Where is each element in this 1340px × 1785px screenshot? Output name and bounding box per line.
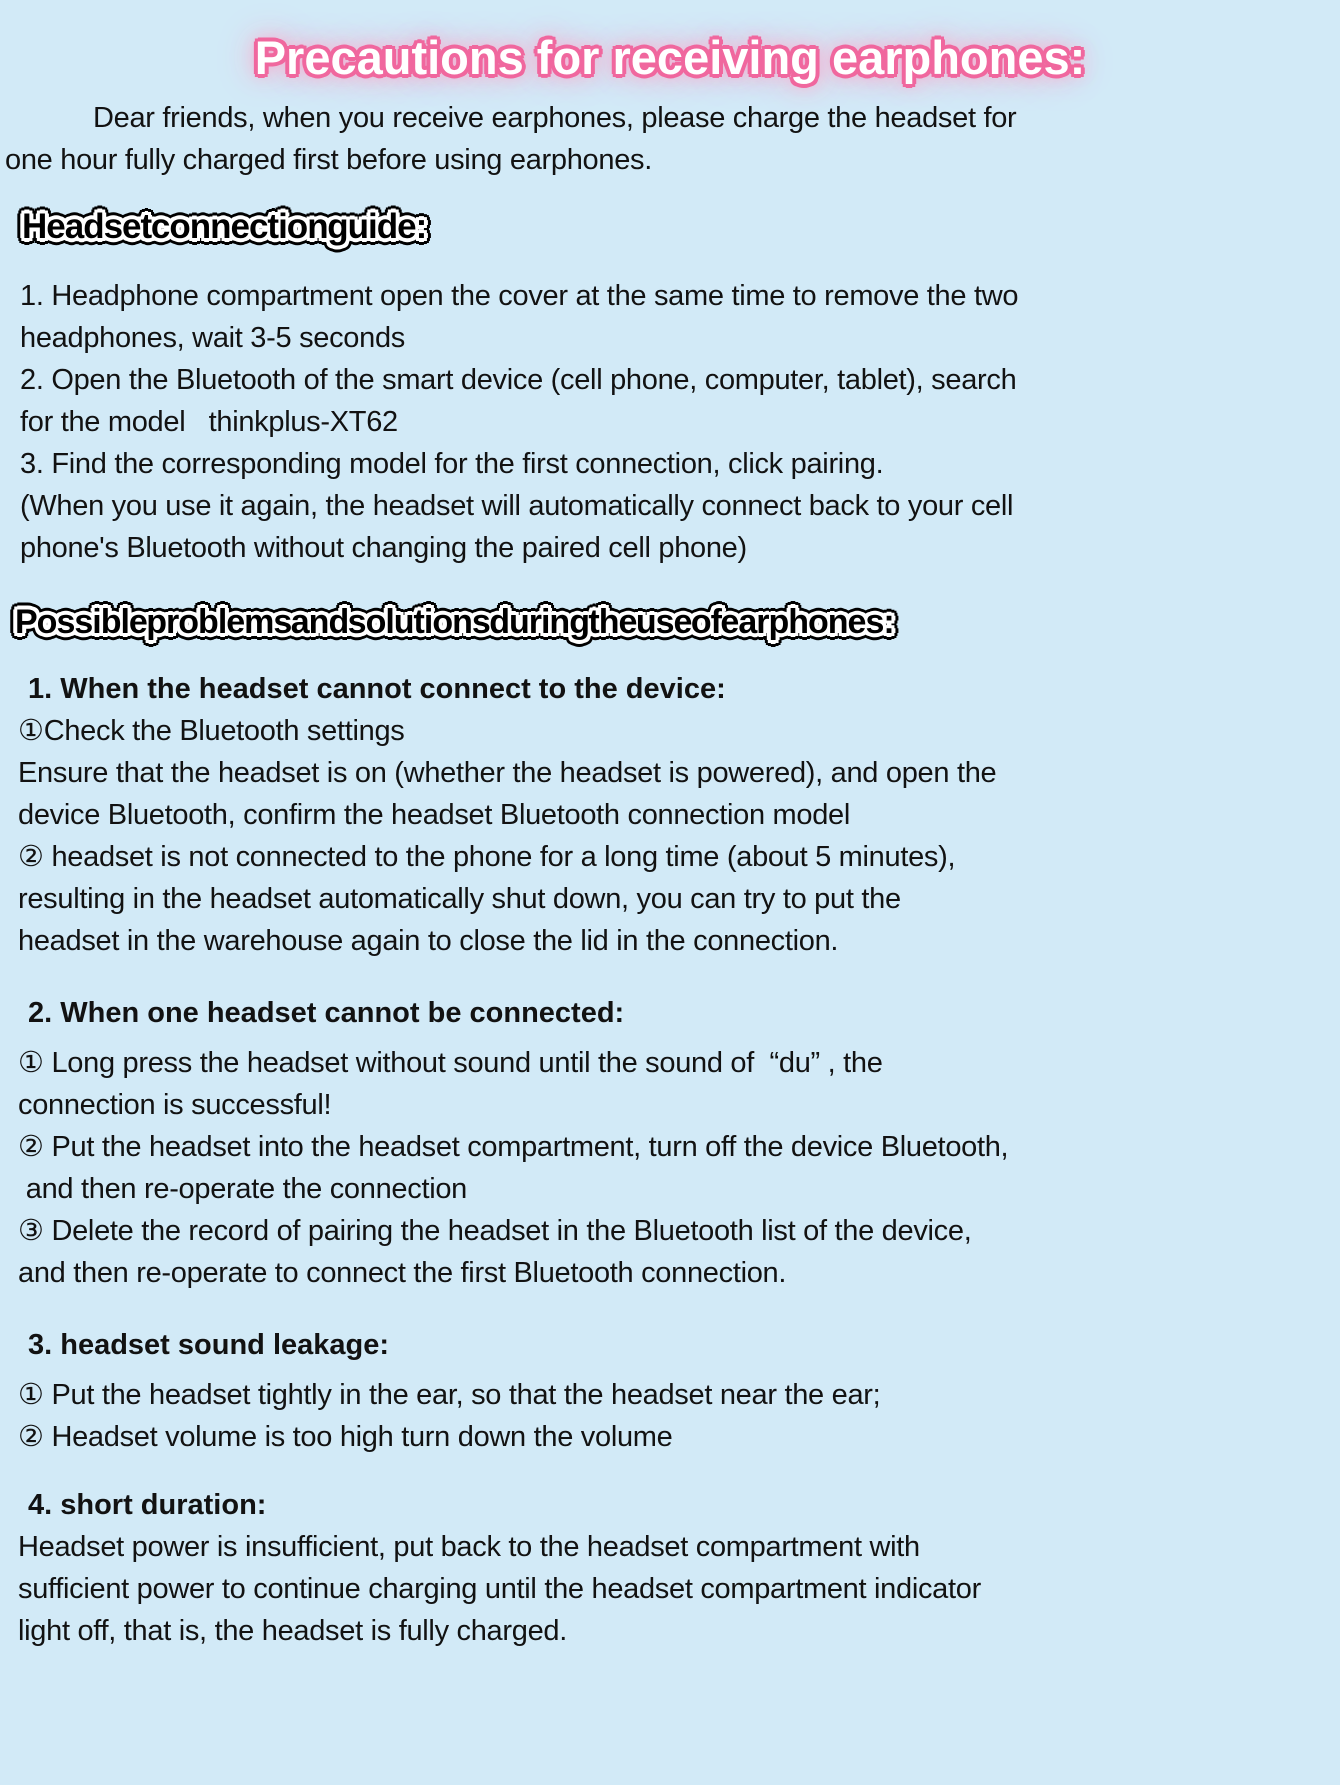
- text-line: sufficient power to continue charging until the headset compartment indicator: [18, 1573, 981, 1605]
- text-line: resulting in the headset automatically shut down, you can try to put the: [18, 883, 901, 915]
- text-line: Ensure that the headset is on (whether the headset is powered), and open the: [18, 757, 997, 789]
- problem-item: [18, 668, 1340, 962]
- text-line: ② Headset volume is too high turn down the volume: [18, 1421, 673, 1453]
- text-line: ② Put the headset into the headset compartment, turn off the device Bluetooth,: [18, 1131, 1009, 1163]
- text-line: Headset power is insufficient, put back to the headset compartment with: [18, 1531, 920, 1563]
- text-line: connection is successful!: [18, 1089, 332, 1121]
- problem-item-title: 2. When one headset cannot be connected:: [28, 997, 625, 1029]
- problem-item-title: 1. When the headset cannot connect to the device:: [28, 673, 726, 705]
- intro-paragraph: [5, 97, 1340, 181]
- text-line: ③ Delete the record of pairing the headset in the Bluetooth list of the device,: [18, 1215, 972, 1247]
- page-title: Precautions for receiving earphones:: [254, 31, 1086, 84]
- text-line: device Bluetooth, confirm the headset Bluetooth connection model: [18, 799, 851, 831]
- problem-item-body: [18, 710, 1340, 962]
- text-line: and then re-operate the connection: [18, 1173, 468, 1205]
- text-line: (When you use it again, the headset will automatically connect back to your cell: [20, 490, 1014, 522]
- text-line: ① Long press the headset without sound until the sound of “du” , the: [18, 1047, 883, 1079]
- text-line: ①Check the Bluetooth settings: [18, 715, 405, 747]
- text-line: 3. Find the corresponding model for the first connection, click pairing.: [20, 448, 884, 480]
- problem-item-body: [18, 1042, 1340, 1294]
- problem-item-title: 4. short duration:: [28, 1489, 267, 1521]
- text-line: ① Put the headset tightly in the ear, so that the headset near the ear;: [18, 1379, 881, 1411]
- section-heading-connection-guide: Headset connection guide:: [22, 207, 427, 246]
- text-line: 2. Open the Bluetooth of the smart device (cell phone, computer, tablet), search: [20, 364, 1017, 396]
- text-line: one hour fully charged first before using earphones.: [5, 144, 652, 176]
- text-line: headphones, wait 3-5 seconds: [20, 322, 405, 354]
- text-line: Dear friends, when you receive earphones, please charge the headset for: [93, 102, 1017, 134]
- problem-item: [18, 992, 1340, 1294]
- text-line: and then re-operate to connect the first Bluetooth connection.: [18, 1257, 787, 1289]
- text-line: headset in the warehouse again to close the lid in the connection.: [18, 925, 839, 957]
- text-line: 1. Headphone compartment open the cover at the same time to remove the two: [20, 280, 1019, 312]
- problem-item-title: 3. headset sound leakage:: [28, 1329, 390, 1361]
- problem-item: [18, 1484, 1340, 1652]
- text-line: light off, that is, the headset is fully charged.: [18, 1615, 567, 1647]
- text-line: phone's Bluetooth without changing the paired cell phone): [20, 532, 747, 564]
- problem-item: [18, 1324, 1340, 1458]
- text-line: for the model thinkplus-XT62: [20, 406, 398, 438]
- text-line: ② headset is not connected to the phone for a long time (about 5 minutes),: [18, 841, 956, 873]
- section-heading-problems: Possible problems and solutions during the use of earphones:: [15, 603, 894, 641]
- connection-guide-steps: [20, 275, 1340, 569]
- problem-item-body: [18, 1526, 1340, 1652]
- problem-item-body: [18, 1374, 1340, 1458]
